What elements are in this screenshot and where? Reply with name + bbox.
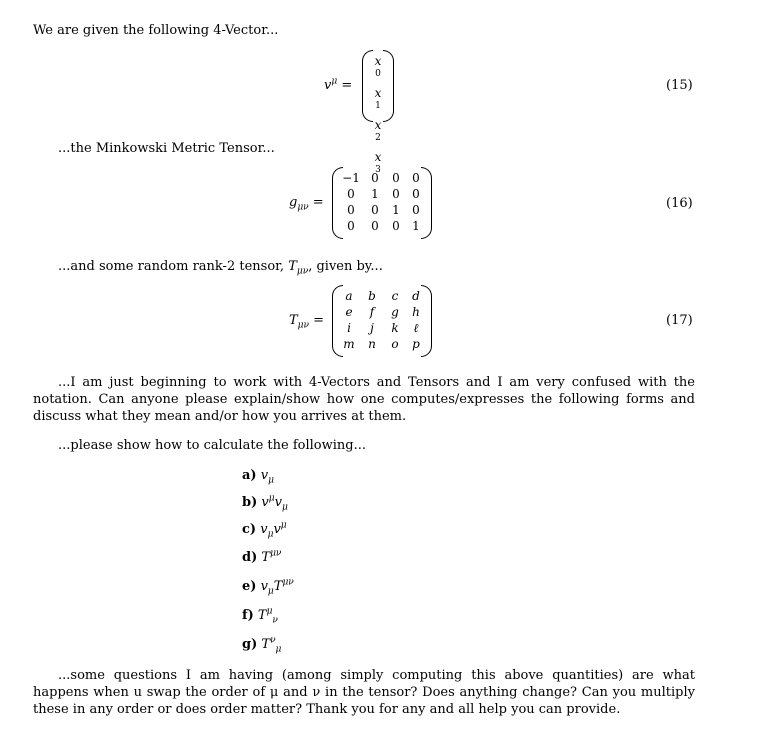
list-item [242,635,282,655]
matrix-entry-value: 0 [412,187,420,201]
item-sub: μ [268,475,274,486]
matrix-entry [386,186,406,202]
matrix-entry [338,186,364,202]
matrix-entry [406,202,426,218]
matrix-entry [338,288,360,304]
matrix-entry-value: h [412,305,420,319]
list-item [242,550,281,565]
item-sup: μν [270,548,282,559]
matrix-entry-value: 0 [371,203,379,217]
matrix-entry-sup: 0 [375,69,381,79]
list-item [242,606,278,626]
eq16-lhs-base: g [289,195,298,210]
matrix-entry-value: 0 [392,219,400,233]
matrix-entry-value: 0 [347,219,355,233]
matrix-entry-value: 0 [371,219,379,233]
matrix-entry [384,304,406,320]
matrix-entry-value: k [391,321,399,335]
closing-paragraph: ...some questions I am having (among simply computing this above quantities) are what happens when u swap the order of μ and ν in the tensor? Does anything change? Can you multiply these in any order or does order matter? Thank you for any and all help you can provide. [33,668,695,717]
matrix-entry [386,218,406,234]
item-label: f) [242,608,254,623]
matrix-entry-value: p [412,337,420,351]
matrix-entry [364,202,386,218]
item-base: v [261,495,269,510]
item-base: T [257,608,267,623]
eq16-number: (16) [666,196,693,211]
item-sup: ν [270,635,276,646]
matrix-entry-value: n [368,337,376,351]
item-label: d) [242,550,258,565]
matrix-entry-value: 0 [392,187,400,201]
item-base2: v [274,495,282,510]
item-sub: μ [267,529,274,540]
item-base2: v [273,522,281,537]
matrix-entry-sup: 3 [375,165,381,175]
matrix-entry-value: g [391,305,399,319]
matrix-entry-value: 0 [347,203,355,217]
matrix-entry-value: b [368,289,376,303]
item-base: v [260,522,268,537]
item-sub2: μ [281,502,288,513]
eq15-number: (15) [666,78,693,93]
matrix-entry-value: o [391,337,399,351]
matrix-entry [406,320,426,336]
matrix-entry-sup: 1 [375,101,381,111]
tensor-symbol-base: T [288,259,297,274]
matrix-entry-value: 1 [371,187,379,201]
matrix-entry-value: ℓ [413,321,419,335]
matrix-entry-value: 1 [392,203,400,217]
matrix-entry-value: 0 [412,171,420,185]
matrix-entry [338,218,364,234]
item-label: g) [242,637,258,652]
item-sup: μ [268,493,275,504]
show-how-text: ...please show how to calculate the following... [58,438,366,453]
eq16-lhs-sub: μν [297,202,309,213]
eq17-number: (17) [666,313,693,328]
eq17-lhs-base: T [289,313,298,328]
matrix-entry [406,288,426,304]
item-sup2: μν [282,577,294,588]
eq15-matrix [362,50,394,175]
matrix-entry-value: f [369,305,375,319]
matrix-entry [360,288,384,304]
matrix-entry-value: i [347,321,351,335]
matrix-entry [406,218,426,234]
question-paragraph: ...I am just beginning to work with 4-Vectors and Tensors and I am very confused with the notation. Can anyone please explain/show how one computes/expresses the following forms and discuss what they mean and/or how you arrives at them. [33,375,695,424]
matrix-entry-value: −1 [342,171,360,185]
matrix-entry-value: 0 [412,203,420,217]
item-label: b) [242,495,258,510]
matrix-entry [384,288,406,304]
list-item [242,577,294,597]
tensor-symbol-sub: μν [296,266,309,277]
equals-sign: = [341,78,353,93]
item-sub: ν [272,615,278,626]
matrix-entry [364,170,386,186]
item-sub: μ [275,644,282,655]
item-label: c) [242,522,257,537]
matrix-entry-value: 1 [412,219,420,233]
matrix-entry [338,202,364,218]
equals-sign: = [312,195,324,210]
matrix-entry [360,320,384,336]
item-sup: μ [266,606,273,617]
metric-intro-text: ...the Minkowski Metric Tensor... [58,141,275,156]
matrix-entry [338,336,360,352]
item-base2: T [273,579,283,594]
item-label: e) [242,579,257,594]
eq15-lhs-base: v [324,78,332,93]
matrix-entry [386,202,406,218]
list-item [242,493,288,513]
tensor-intro-a: ...and some random rank-2 tensor, [58,259,285,274]
item-base: T [261,550,271,565]
matrix-entry [386,170,406,186]
matrix-entry [370,53,386,85]
eq16-matrix [332,167,432,239]
item-label: a) [242,468,257,483]
matrix-entry [370,117,386,149]
tensor-intro-text [58,258,383,275]
matrix-entry [370,85,386,117]
matrix-entry-sup: 2 [375,133,381,143]
matrix-entry-value: x [374,118,382,132]
matrix-entry [406,186,426,202]
list-item [242,468,274,486]
matrix-entry-value: j [370,321,374,335]
tensor-intro-b: , given by... [308,259,383,274]
eq16-lhs [289,195,324,213]
matrix-entry-value: 0 [392,171,400,185]
matrix-entry [338,170,364,186]
item-sup2: μ [280,520,287,531]
matrix-entry-value: 0 [347,187,355,201]
matrix-entry-value: 0 [371,171,379,185]
eq17-lhs [289,313,325,331]
matrix-entry [384,320,406,336]
intro-text: We are given the following 4-Vector... [33,23,279,38]
matrix-entry [406,336,426,352]
list-item [242,520,287,540]
matrix-entry-value: m [343,337,355,351]
item-sub: μ [267,586,274,597]
matrix-entry-value: x [374,54,382,68]
matrix-entry [406,304,426,320]
matrix-entry-value: x [374,150,382,164]
item-base: T [261,637,271,652]
matrix-entry [338,320,360,336]
matrix-entry [364,186,386,202]
eq15-lhs-sup: μ [331,76,338,87]
eq15-lhs [324,78,352,93]
matrix-entry [360,304,384,320]
matrix-entry [384,336,406,352]
eq17-matrix [332,285,432,357]
matrix-entry [338,304,360,320]
matrix-entry-value: a [345,289,353,303]
item-base: v [260,468,269,483]
matrix-entry [406,170,426,186]
matrix-entry-value: d [412,289,420,303]
matrix-entry-value: x [374,86,382,100]
matrix-entry-value: c [391,289,399,303]
matrix-entry [364,218,386,234]
item-base: v [260,579,268,594]
eq17-lhs-sub: μν [297,320,309,331]
matrix-entry [360,336,384,352]
equals-sign: = [313,313,325,328]
matrix-entry-value: e [345,305,353,319]
